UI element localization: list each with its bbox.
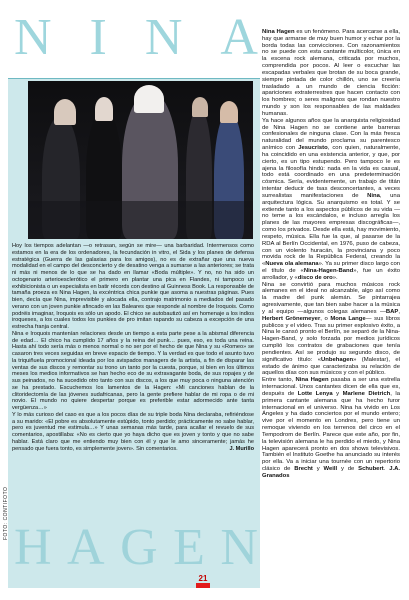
title-letter: N [220, 519, 260, 576]
title-letter: I [89, 9, 109, 66]
left-paragraph-text: Y lo más curioso del caso es que a los pocos días de su triple boda Nina declaraba, refiriéndose a su marido: «El pobre es absolutamente estúpido, tonto perdido; prácticamente no sabe hablar, pero es juventud me estimula…» Y unas semanas más tarde, para acallar el revuelo de sus comentarios, apostillaba: «No es cierto que yo haya dicho que es joven y tonto y que no sabe hablar. Está claro que me entiendo muy bien con él y que le amo sinceramente; jamás he pensado que fuera tonto, es simplemente joven». Sin comentarios. [12, 411, 254, 452]
photo-face [220, 101, 238, 123]
photo-shadow [28, 201, 253, 239]
title-letter: H [14, 519, 54, 576]
photo-face [95, 97, 113, 121]
right-paragraph: Ya hace algunos años que la anarquista religiosidad de Nina Hagen no se contiene ante barreras confesionales de ninguna clase. Con la más fresca naturalidad del mundo proclama su parentesco anímico con Jesucristo, con quien, naturalmente, ha coincidido en una existencia anterior, y que, por cierto, es un tipo estupendo. Pero tampoco le es ajena la filosofía hindú: nada en la vida es casual, todo está coordinado en una predeterminación cósmica. Sería, evidentemente, un trabajo de titán intentar deducir de tsas desconcertantes, a veces surrealistas manifestaciones de Nina, una arquitectura lógica. Su anarquismo es total. Y se extiende tanto a los aspectos públicos de su vida —no teme a los escándalos, e incluso arregla los planes de las mayores empresas discográficas—, como los privados. Desde ella está, hay movimiento, respeto, música. Ella fue la que, al pasarse de la RDA al Berlín Occidental, en 1976, puso de cabeza, con un violento huracán, la provinciana y poco movida rock de la República Federal, creando la «Nueva ola alemana». Ya su primer disco largo con el título de «Nina-Hagen-Band», fue un éxito arrollador, y «disco de oro». [262, 117, 400, 281]
title-top [14, 9, 260, 66]
right-paragraph-text: Entre tanto, Nina Hagen pasaba a ser una estrella internacional. Unos cantantes dicen de ella que es, después de Lotte Lenya y Marlene Dietrich, la primera cantante alemana que ha hecho furor internacional en el universo. Nina ha vivido en Los Ángeles y ha dado conciertos por el mundo entero; vive por el momento en Londres, pero tiene un remoque viviendo en los terrenos del circo en el Tempodrom de Berlín. Parece que este año, por fin, la televisión alemana le ha perdido el miedo, y Nina Hagen aparecerá pronto en dos shows televisivos. También el Instituto Goethe ha anunciado su interés por ella. Va a iniciar una tournée con un repertorio clásico de Brecht y Weill y de Schubert. [262, 377, 401, 472]
left-article [12, 243, 254, 452]
title-letter: A [220, 9, 260, 66]
title-bottom [14, 519, 260, 576]
left-signature: J. Murillo [229, 445, 254, 452]
title-letter: N [14, 9, 54, 66]
right-paragraph: Nina se convirtió para muchos músicos rock alemanes en el ideal no alcanzable, algo así como la madre del punk alemán. Se pintarrajea agresivamente, que tan bien sabe hacer a la música y al equipo —algunos colegas alemanes —BAP, Herbert Grönemeyer, o Mona Lange— sus libros publicos y el video. Tras su primer explosivo éxito, a Nina le cansó pronto el Berlín, se separó de la Nina-Hagen-Band, y solo forzada por medios jurídicos cumplió los contratos de grabaciones que tenía pendientes. Así se produjo su segundo disco, de significativo título: «Unbehagen» (Malestar), el estado de ánimo que caracterizaba su relación de aquellos días con sus músicos y con el público. [262, 281, 400, 377]
left-paragraph: Nina e Iroquois mantenían relaciones desde un tiempo a esta parte pese a la abismal diferencia de edad… El chico ha cumplido 17 años y la reina del punk… pues, eso, es toda una reina. Hasta ahí todo sería más o menos normal o no ser por el hecho de que Nina y su «Romeo» se casaron tres veces seguidas en breve espacio de tiempo. Y la verdad es que todo el asunto tuvo la triquiñuela promocional ideada por los avispados managers de la artista, a fin de disparar las ventas de sus discos y remontar su trono un tanto por la cuesta, porque, si bien en los últimos meses los medios informativos se han hecho eco de su extravagante boda, de sus ropajes y de sus peinados, no ha sucedido otro tanto con sus discos, a los que muy poca o ninguna atención se ha prestado. Escuchemos los lamentos de la Hagen: «Mi canciones hablan de la clitoridectomía de las jóvenes sudafricanas, pero la gente prefiere hablar de mi ropa o de mi novio. El mundo no quiere despertar porque es preferible estar adormecido ante tanta vergüenza…» [12, 330, 254, 411]
magazine-logo [196, 583, 210, 588]
right-signature: J.A. Granados [262, 466, 400, 479]
title-letter: E [173, 519, 207, 576]
title-letter: A [67, 519, 107, 576]
right-paragraph [262, 377, 400, 479]
photo-face [192, 97, 208, 117]
page-number: 21 [198, 574, 208, 583]
left-paragraph [12, 412, 254, 453]
right-article [262, 29, 400, 480]
photo-face [54, 99, 76, 125]
article-photo [28, 81, 253, 239]
photo-credit: FOTO: CONTIFOTO [3, 486, 9, 540]
left-paragraph: Hoy los tiempos adelantan —o retrasan, según se mire— una barbaridad. Intermensos como estamos en la era de los ordenadores, la fecundación in vitro, el Sida y los planes de defensa estratégica (Guerra de las galaxias para los amigos), no es de extrañar que una nueva modalidad en el campo del desconcierto y de desatino venga a sumarse a las anteriores; se trata ni más ni menos de lo que se ha dado en llamar «Boda múltiple». Y no, no ha sido un octogenario arterioesclerótico el primero en plantar una pica en Flandes, ni tampoco un exhibicionista o un especialista en batir récords con destino al Guinness Book. La responsable de tamaña proeza es Nina Hagen, la excéntrica chica punkie que asoma a nuestras páginas. Pues bien, decía que Nina, imprevisible y alocada ella, contrajo matrimonio a mediados del pasado verano con un joven punkie afincado en las Baleares que responde al nombre de Iroquois. Como podréis imaginar, Iroquois es sólo un apodo. El chico se autobautizó así en homenaje a los indios iroqueses, a los cuales todos los punkies de pro imitan rapando su cabeza a excepción de una estrecha franja central. [12, 243, 254, 330]
photo-face [134, 85, 164, 113]
right-paragraph: Nina Hagen es un fenómeno. Para acercarse a ella, hay que armarse de muy buen humor y echar por la borda todas las convicciones. Con razonamientos no se puede con esta cantante multicolor, única en la escena rock alemana, criticada por muchos, comprendida por pocos. Al leer o escuchar las escapadas verbales que brotan de su boca grande, siempre pintada de color chillón, uno se creería trasladado a un mundo de ciencia ficción: apariciones extraterrestres que hacen contacto con los hombres; o seres malignos que rondan nuestro mundo y son los responsables de las maldades humanas. [262, 29, 400, 117]
title-divider [8, 78, 260, 79]
title-letter: N [144, 9, 185, 66]
title-letter: G [120, 519, 160, 576]
